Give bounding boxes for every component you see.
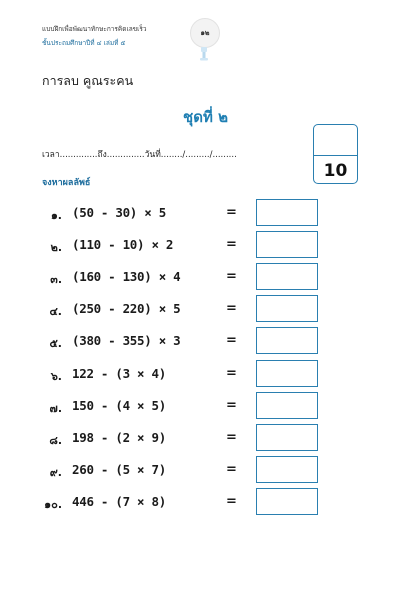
problem-row (0, 231, 411, 259)
problem-row (0, 327, 411, 355)
answer-box[interactable] (256, 456, 318, 483)
decoration-icon (199, 47, 209, 61)
equals-sign: = (226, 269, 237, 285)
equals-sign: = (226, 205, 237, 220)
problem-number: ๒. (50, 241, 62, 255)
problem-row (0, 392, 411, 420)
problem-row (0, 488, 411, 516)
instruction-text: จงหาผลลัพธ์ (42, 178, 91, 188)
problem-number: ๘. (49, 433, 62, 447)
problem-expression: (110 - 10) × 2 (72, 237, 174, 253)
answer-box[interactable] (256, 199, 318, 226)
equals-sign: = (226, 365, 237, 381)
equals-sign: = (226, 397, 237, 413)
equals-sign: = (226, 301, 237, 317)
answer-box[interactable] (256, 327, 318, 354)
equals-sign: = (226, 493, 237, 509)
problem-number: ๕. (49, 337, 62, 351)
problem-number: ๓. (50, 273, 62, 287)
equals-sign: = (226, 333, 237, 349)
problem-row (0, 424, 411, 452)
exercise-set-title: ชุดที่ ๒ (183, 108, 228, 126)
problem-expression: (50 - 30) × 5 (72, 205, 166, 220)
time-date-line: เวลา..............ถึง..............วันที่......../........./......... (42, 150, 237, 160)
problem-expression: 260 - (5 × 7) (72, 461, 166, 477)
problem-expression: (380 - 355) × 3 (72, 333, 181, 349)
header-grade-volume: ชั้นประถมศึกษาปีที่ ๔ เล่มที่ ๕ (42, 39, 126, 47)
answer-box[interactable] (256, 295, 318, 322)
problem-number: ๗. (49, 401, 62, 415)
problem-number: ๙. (49, 465, 62, 479)
problem-expression: 198 - (2 × 9) (72, 429, 166, 445)
problem-expression: 150 - (4 × 5) (72, 397, 166, 413)
answer-box[interactable] (256, 231, 318, 258)
header-book-title: แบบฝึกเพื่อพัฒนาทักษะการคิดเลขเร็ว (42, 25, 147, 33)
problem-number: ๑๐. (44, 497, 62, 511)
problem-row (0, 263, 411, 291)
score-total: 10 (323, 160, 348, 181)
answer-box[interactable] (256, 424, 318, 451)
problem-number: ๑. (50, 209, 62, 222)
score-box (313, 124, 358, 184)
score-obtained-field[interactable] (314, 125, 357, 156)
topic-title: การลบ คูณระคน (42, 73, 134, 88)
answer-box[interactable] (256, 263, 318, 290)
answer-box[interactable] (256, 392, 318, 419)
problem-expression: (250 - 220) × 5 (72, 301, 181, 317)
problem-number: ๖. (50, 369, 62, 383)
equals-sign: = (226, 461, 237, 477)
problem-row (0, 360, 411, 388)
problem-row (0, 199, 411, 227)
problem-expression: (160 - 130) × 4 (72, 269, 181, 285)
equals-sign: = (226, 429, 237, 445)
problem-row (0, 295, 411, 323)
page-number-badge: ๑๒ (190, 18, 220, 48)
problem-expression: 446 - (7 × 8) (72, 493, 166, 509)
answer-box[interactable] (256, 488, 318, 515)
problem-row (0, 456, 411, 484)
equals-sign: = (226, 237, 237, 253)
problem-number: ๔. (49, 305, 62, 319)
problem-expression: 122 - (3 × 4) (72, 365, 166, 381)
answer-box[interactable] (256, 360, 318, 387)
